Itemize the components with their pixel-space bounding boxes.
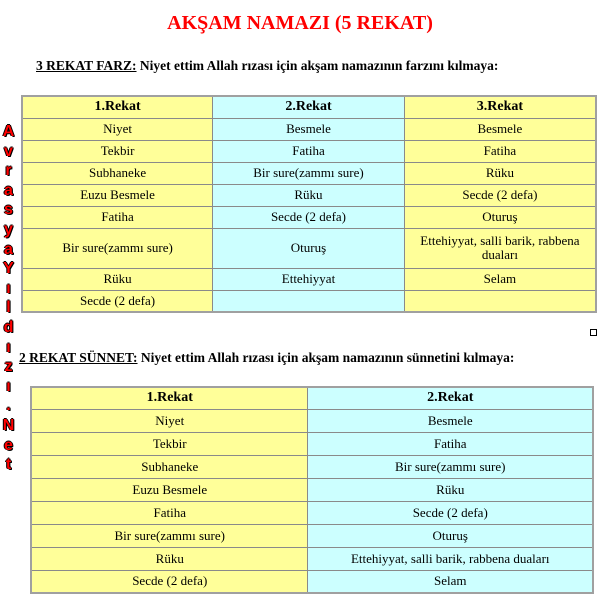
section1-heading [36,58,498,74]
table-cell: Ettehiyyat, salli barik, rabbena duaları [404,228,596,268]
table-cell: Fatiha [213,140,405,162]
table-cell: Ettehiyyat [213,268,405,290]
table-row [31,570,593,593]
watermark-letter: v [4,142,13,160]
table-cell: Bir sure(zammı sure) [308,455,593,478]
table-row [22,162,596,184]
watermark-letter: a [4,181,13,199]
table-row [22,268,596,290]
table-row [22,206,596,228]
watermark-letter: ı [6,338,11,356]
section2-text: Niyet ettim Allah rızası için akşam namazının sünnetini kılmaya: [137,350,515,365]
section1-header-row [22,96,596,118]
watermark-letter: ı [6,377,11,395]
section2-label: 2 REKAT SÜNNET: [19,350,138,365]
table-cell: Rüku [213,184,405,206]
watermark-letter: e [4,436,13,454]
table-cell: Oturuş [404,206,596,228]
table-cell: Besmele [308,409,593,432]
table-row [31,455,593,478]
table-cell: Subhaneke [22,162,213,184]
table-cell: Secde (2 defa) [22,290,213,312]
section1-label: 3 REKAT FARZ: [36,58,137,73]
section1-header-cell: 3.Rekat [404,96,596,118]
table-cell: Niyet [22,118,213,140]
watermark-letter: A [2,123,15,140]
watermark-letter: r [5,162,12,180]
table-cell: Secde (2 defa) [213,206,405,228]
watermark-letter: Y [3,260,14,278]
section1-header-cell: 2.Rekat [213,96,405,118]
table-row [31,409,593,432]
table-cell: Oturuş [308,524,593,547]
section2-header-cell: 2.Rekat [308,387,593,409]
table-row [22,140,596,162]
table-cell: Fatiha [22,206,213,228]
table-cell [404,290,596,312]
table-row [31,478,593,501]
watermark-letter: N [2,416,15,434]
table-cell: Bir sure(zammı sure) [213,162,405,184]
table-cell: Subhaneke [31,455,308,478]
site-watermark [0,122,17,475]
table-cell: Rüku [31,547,308,570]
watermark-letter: d [3,318,14,336]
table-row [22,118,596,140]
table-cell: Selam [308,570,593,593]
section2-header-row [31,387,593,409]
table-cell: Bir sure(zammı sure) [31,524,308,547]
watermark-letter: . [6,397,11,415]
table-cell: Bir sure(zammı sure) [22,228,213,268]
table-cell: Rüku [404,162,596,184]
watermark-letter: t [5,456,12,474]
watermark-letter: y [4,220,13,238]
table-cell: Secde (2 defa) [31,570,308,593]
farz-table [21,95,597,313]
resize-handle[interactable] [590,329,597,336]
table-cell [213,290,405,312]
page-title: AKŞAM NAMAZI (5 REKAT) [167,12,433,34]
section2-header-cell: 1.Rekat [31,387,308,409]
watermark-letter: a [4,240,13,258]
table-cell: Tekbir [31,432,308,455]
table-row [31,432,593,455]
table-cell: Tekbir [22,140,213,162]
table-cell: Niyet [31,409,308,432]
table-cell: Fatiha [308,432,593,455]
table-cell: Besmele [213,118,405,140]
sunnet-table [30,386,594,594]
table-cell: Ettehiyyat, salli barik, rabbena duaları [308,547,593,570]
section2-heading [19,350,514,366]
table-row [22,290,596,312]
table-row [22,184,596,206]
table-cell: Rüku [308,478,593,501]
table-row [31,501,593,524]
table-cell: Secde (2 defa) [308,501,593,524]
table-cell: Secde (2 defa) [404,184,596,206]
table-cell: Oturuş [213,228,405,268]
table-row [31,524,593,547]
table-cell: Selam [404,268,596,290]
section1-text: Niyet ettim Allah rızası için akşam namazının farzını kılmaya: [136,58,499,73]
section1-header-cell: 1.Rekat [22,96,213,118]
table-cell: Fatiha [31,501,308,524]
table-cell: Euzu Besmele [31,478,308,501]
table-cell: Rüku [22,268,213,290]
table-cell: Besmele [404,118,596,140]
table-row [31,547,593,570]
table-cell: Fatiha [404,140,596,162]
table-row [22,228,596,268]
watermark-letter: ı [6,279,11,297]
watermark-letter: z [4,358,13,376]
watermark-letter: s [4,201,13,219]
watermark-letter: l [6,299,11,317]
table-cell: Euzu Besmele [22,184,213,206]
